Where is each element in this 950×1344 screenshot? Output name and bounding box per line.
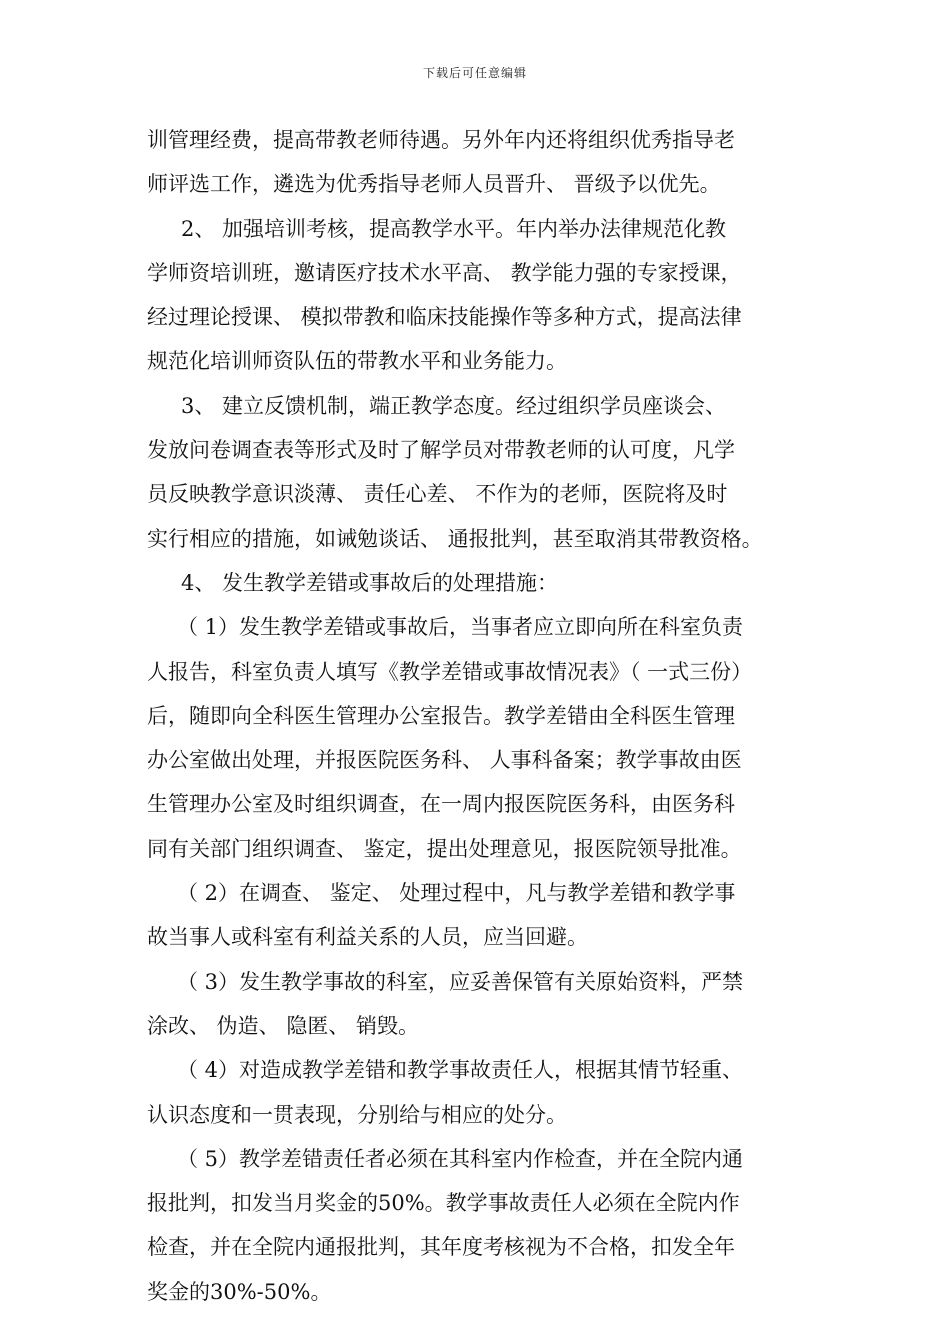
text-line: 师评选工作，遴选为优秀指导老师人员晋升、 晋级予以优先。 <box>147 172 721 197</box>
text-line: （ 4）对造成教学差错和教学事故责任人，根据其情节轻重、 <box>177 1058 744 1083</box>
text-line: 员反映教学意识淡薄、 责任心差、 不作为的老师，医院将及时 <box>147 482 728 507</box>
text-line: 实行相应的措施，如诫勉谈话、 通报批判，甚至取消其带教资格。 <box>147 526 763 551</box>
text-line: 故当事人或科室有利益关系的人员，应当回避。 <box>147 925 588 950</box>
text-line: 奖金的30%-50%。 <box>147 1279 332 1304</box>
text-line: 涂改、 伪造、 隐匿、 销毁。 <box>147 1013 420 1038</box>
text-line: （ 1）发生教学差错或事故后，当事者应立即向所在科室负责 <box>177 615 744 640</box>
text-line: 后，随即向全科医生管理办公室报告。教学差错由全科医生管理 <box>147 703 735 728</box>
text-line: 认识态度和一贯表现，分别给与相应的处分。 <box>147 1102 567 1127</box>
text-line: 训管理经费，提高带教老师待遇。另外年内还将组织优秀指导老 <box>147 128 735 152</box>
text-line: 生管理办公室及时组织调查，在一周内报医院医务科，由医务科 <box>147 792 735 817</box>
text-line: 4、 发生教学差错或事故后的处理措施： <box>181 570 559 595</box>
text-line: 人报告，科室负责人填写《教学差错或事故情况表》（ 一式三份） <box>147 659 753 684</box>
text-line: 2、 加强培训考核，提高教学水平。年内举办法律规范化教 <box>181 216 727 241</box>
text-line: 3、 建立反馈机制，端正教学态度。经过组织学员座谈会、 <box>181 393 727 418</box>
text-line: 办公室做出处理，并报医院医务科、 人事科备案；教学事故由医 <box>147 748 742 773</box>
text-line: 检查，并在全院内通报批判，其年度考核视为不合格，扣发全年 <box>147 1235 735 1260</box>
text-line: （ 3）发生教学事故的科室，应妥善保管有关原始资料，严禁 <box>177 969 744 994</box>
text-line: 规范化培训师资队伍的带教水平和业务能力。 <box>147 349 567 374</box>
page-header: 下载后可任意编辑 <box>422 66 527 80</box>
text-line: 同有关部门组织调查、 鉴定，提出处理意见，报医院领导批准。 <box>147 836 742 861</box>
text-line: 报批判，扣发当月奖金的50%。教学事故责任人必须在全院内作 <box>147 1191 740 1216</box>
text-line: （ 5）教学差错责任者必须在其科室内作检查，并在全院内通 <box>177 1146 744 1171</box>
text-line: 学师资培训班，邀请医疗技术水平高、 教学能力强的专家授课， <box>147 260 742 285</box>
text-line: （ 2）在调查、 鉴定、 处理过程中，凡与教学差错和教学事 <box>177 881 736 906</box>
text-line: 经过理论授课、 模拟带教和临床技能操作等多种方式，提高法律 <box>147 305 742 330</box>
text-line: 发放问卷调查表等形式及时了解学员对带教老师的认可度，凡学 <box>147 438 735 463</box>
document-body <box>147 118 827 1314</box>
